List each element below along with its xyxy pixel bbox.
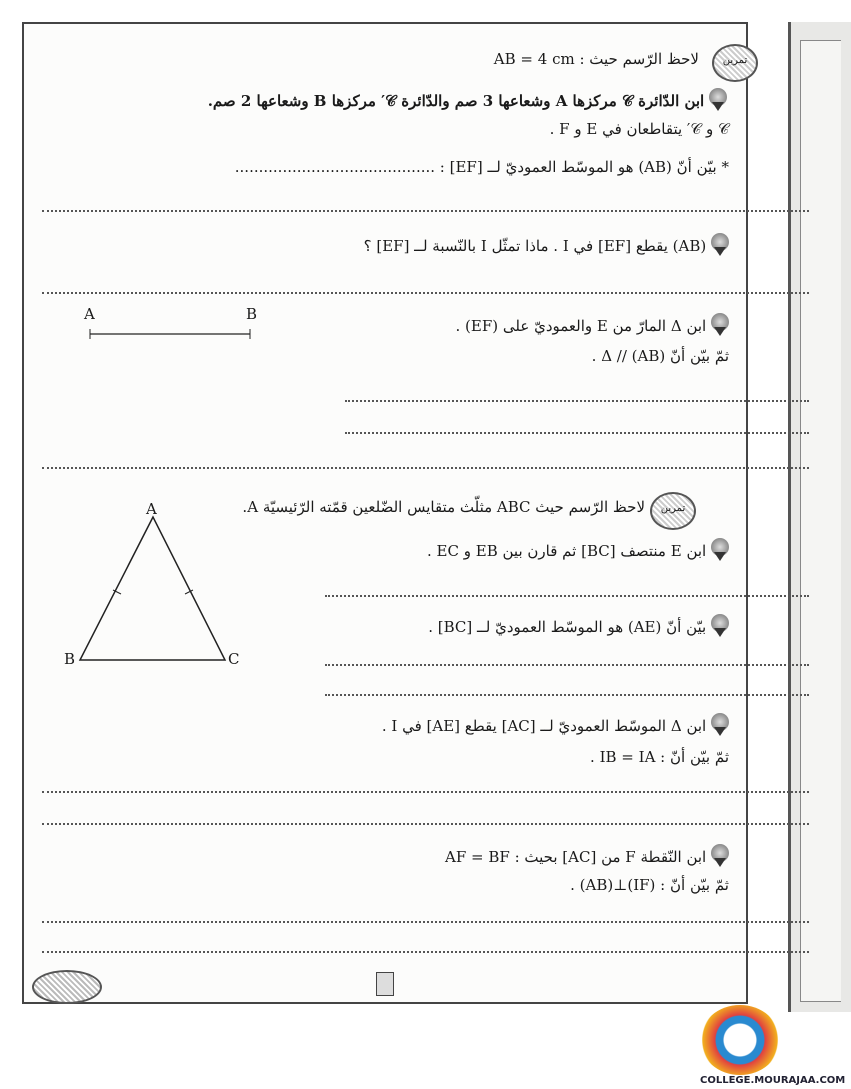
answer-line[interactable] — [42, 210, 809, 212]
answer-line[interactable] — [345, 400, 809, 402]
point-b-label: B — [246, 305, 258, 323]
exercise2-q1: ابن E منتصف [BC] ثم قارن بين EB و EC . — [427, 538, 729, 560]
answer-line[interactable] — [42, 951, 809, 953]
vertex-c-label: C — [228, 650, 240, 668]
publisher-logo-icon — [32, 970, 102, 1004]
site-logo-icon — [700, 1005, 780, 1075]
vertex-b-label: B — [64, 650, 76, 668]
exercise1-q1-line2: 𝒞 و 𝒞′ يتقاطعان في E و F . — [549, 120, 729, 138]
exercise1-q3-line2: ثمّ بيّن أنّ Δ // (AB) . — [591, 347, 729, 365]
vertex-a-label: A — [146, 500, 157, 518]
exercise1-intro: لاحظ الرّسم حيث : AB = 4 cm — [493, 50, 699, 68]
question-3-icon — [711, 313, 729, 331]
exercise2-q4-line2: ثمّ بيّن أنّ : (IF)⊥(AB) . — [570, 876, 729, 894]
answer-line[interactable] — [325, 694, 809, 696]
exercise1-q1-line3: * بيّن أنّ (AB) هو الموسّط العموديّ لــ [EF] : .......................................... — [234, 158, 729, 176]
site-url: COLLEGE.MOURAJAA.COM — [700, 1075, 846, 1086]
exercise2-q3-line2: ثمّ بيّن أنّ : IB = IA . — [590, 748, 729, 766]
isosceles-triangle-figure — [70, 505, 240, 675]
exercise1-q1-line1: ابن الدّائرة 𝒞 مركزها A وشعاعها 3 صم والدّائرة 𝒞′ مركزها B وشعاعها 2 صم. — [208, 88, 727, 110]
answer-line[interactable] — [42, 921, 809, 923]
question-2-icon — [711, 233, 729, 251]
exercise-badge-icon: تمرين — [712, 44, 758, 82]
exercise2-q3-line1: ابن Δ الموسّط العموديّ لــ [AC] يقطع [AE] في I . — [382, 713, 729, 735]
exercise2-intro: لاحظ الرّسم حيث ABC مثلّث متقايس الضّلعين قمّته الرّئيسيّة A. — [242, 498, 645, 516]
answer-line[interactable] — [42, 791, 809, 793]
point-a-label: A — [84, 305, 95, 323]
question-1-icon — [709, 88, 727, 106]
answer-line[interactable] — [42, 467, 809, 469]
exercise2-q4-line1: ابن النّقطة F من [AC] بحيث : AF = BF — [445, 844, 729, 866]
exercise1-q2: (AB) يقطع [EF] في I . ماذا تمثّل I بالنّسبة لــ [EF] ؟ — [364, 233, 729, 255]
exercise1-q3-line1: ابن Δ المارّ من E والعموديّ على (EF) . — [456, 313, 729, 335]
question-3-icon — [711, 713, 729, 731]
adjacent-page-inner — [800, 40, 841, 1002]
question-4-icon — [711, 844, 729, 862]
exercise-badge-icon: تمرين — [650, 492, 696, 530]
page-number-icon — [376, 972, 394, 996]
answer-line[interactable] — [42, 292, 809, 294]
answer-line[interactable] — [325, 595, 809, 597]
question-2-icon — [711, 614, 729, 632]
exercise2-q2: بيّن أنّ (AE) هو الموسّط العموديّ لــ [BC] . — [428, 614, 729, 636]
answer-line[interactable] — [345, 432, 809, 434]
segment-ab-figure — [80, 320, 260, 350]
answer-line[interactable] — [325, 664, 809, 666]
answer-line[interactable] — [42, 823, 809, 825]
question-1-icon — [711, 538, 729, 556]
